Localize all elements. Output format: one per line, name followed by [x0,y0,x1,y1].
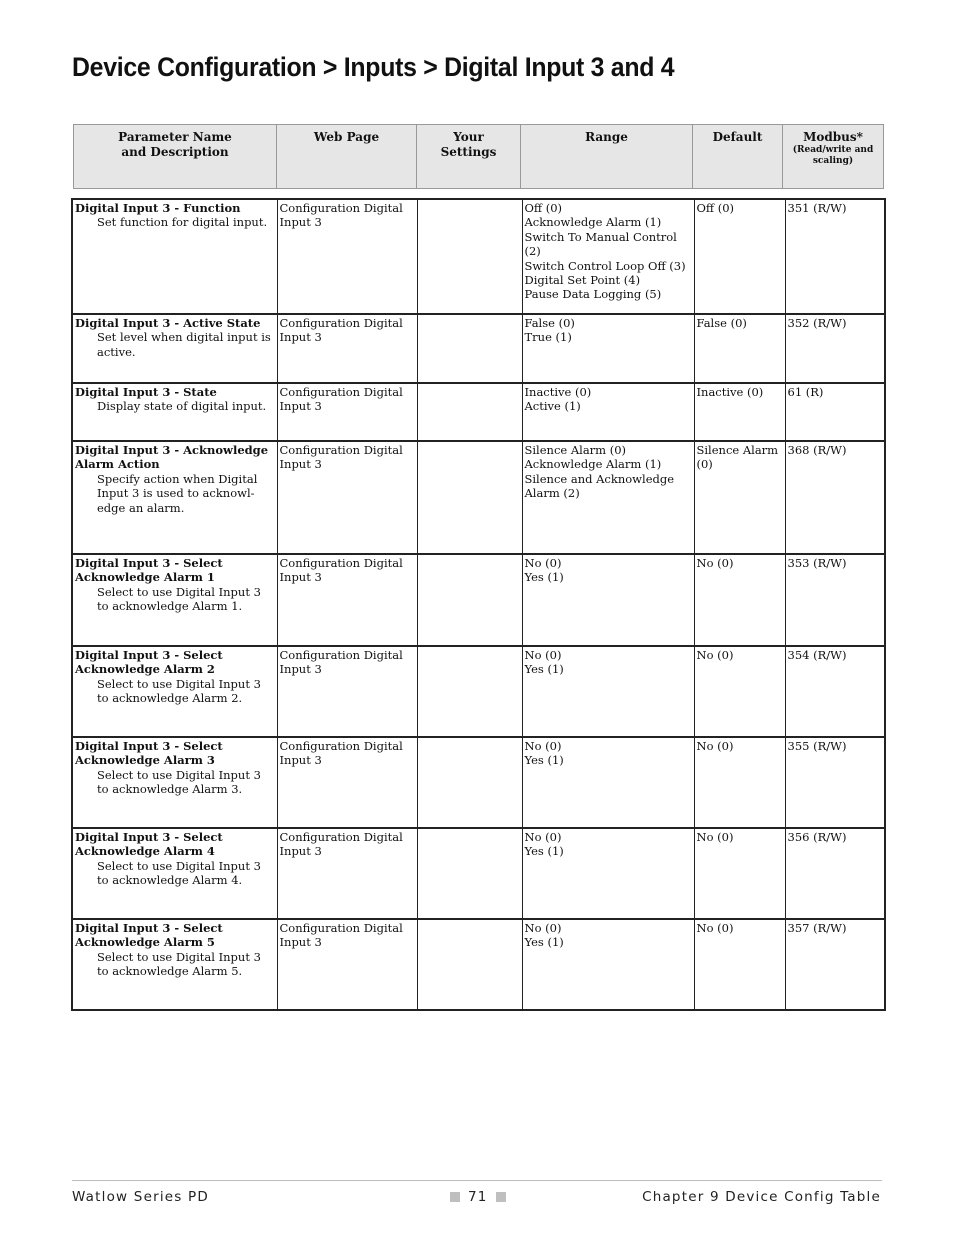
parameter-cell [72,737,277,828]
range-cell [522,737,694,828]
square-bullet-icon [450,1192,460,1202]
default-value: Inactive (0) [696,385,764,399]
range-option: Silence Alarm (0) [524,443,627,457]
web-page-text: Configuration Digital [279,556,403,570]
range-option: No (0) [524,556,562,570]
parameter-table [71,198,886,1011]
parameter-cell [72,554,277,646]
footer-page-number [450,1189,506,1205]
footer-divider [72,1180,882,1181]
range-option: Active (1) [524,399,581,414]
parameter-description: active. [97,344,136,359]
default-cell [694,646,785,737]
table-row [72,737,885,828]
parameter-cell [72,441,277,554]
parameter-name: Digital Input 3 - Acknowledge [75,443,269,457]
table-row [72,828,885,919]
your-settings-cell [417,737,522,828]
range-option: Inactive (0) [524,385,592,399]
footer-chapter: Chapter 9 Device Config Table [642,1189,881,1205]
modbus-register: 356 (R/W) [787,830,847,844]
parameter-name: Digital Input 3 - Select [75,830,223,844]
web-page-text: Configuration Digital [279,385,403,399]
web-page-text: Configuration Digital [279,316,403,330]
page-number: 71 [468,1189,488,1205]
parameter-name: Acknowledge Alarm 1 [75,570,215,585]
header-your-settings [417,125,521,189]
modbus-cell [785,554,885,646]
web-page-text: Configuration Digital [279,201,403,215]
default-value: No (0) [696,739,734,753]
range-cell [522,828,694,919]
parameter-description: to acknowledge Alarm 2. [97,691,243,706]
parameter-cell [72,383,277,441]
range-option: Off (0) [524,201,563,215]
modbus-register: 351 (R/W) [787,201,847,215]
web-page-text: Configuration Digital [279,921,403,935]
parameter-cell [72,828,277,919]
your-settings-cell [417,314,522,383]
table-row [72,441,885,554]
parameter-description: to acknowledge Alarm 3. [97,782,243,797]
header-modbus-label: Modbus* [803,130,863,144]
web-page-cell [277,383,417,441]
web-page-cell [277,737,417,828]
parameter-name: Acknowledge Alarm 3 [75,753,215,768]
web-page-text: Configuration Digital [279,830,403,844]
parameter-description: Select to use Digital Input 3 [97,767,261,782]
default-cell [694,737,785,828]
range-option: No (0) [524,921,562,935]
your-settings-cell [417,383,522,441]
web-page-text: Input 3 [279,844,322,859]
range-option: Acknowledge Alarm (1) [524,215,662,230]
modbus-cell [785,828,885,919]
range-cell [522,919,694,1010]
range-cell [522,314,694,383]
range-option: Yes (1) [524,935,564,950]
parameter-cell [72,314,277,383]
parameter-name: Digital Input 3 - Select [75,648,223,662]
modbus-register: 354 (R/W) [787,648,847,662]
parameter-description: Set level when digital input is [97,330,271,345]
range-option: Digital Set Point (4) [524,273,641,288]
range-option: Yes (1) [524,662,564,677]
range-cell [522,646,694,737]
default-value: No (0) [696,556,734,570]
range-option: No (0) [524,739,562,753]
default-cell [694,441,785,554]
parameter-name: Acknowledge Alarm 5 [75,935,215,950]
your-settings-cell [417,199,522,314]
table-row [72,383,885,441]
parameter-description: to acknowledge Alarm 5. [97,964,243,979]
footer-product: Watlow Series PD [72,1189,209,1205]
parameter-name: Acknowledge Alarm 4 [75,844,215,859]
header-parameter-line2: and Description [121,145,229,159]
header-modbus-sub2: scaling) [812,156,854,166]
parameter-name: Digital Input 3 - Select [75,921,223,935]
header-range-label: Range [585,130,628,144]
header-settings-line1: Your [453,130,484,144]
default-cell [694,828,785,919]
parameter-description: Input 3 is used to acknowl- [97,486,255,501]
modbus-cell [785,919,885,1010]
web-page-text: Input 3 [279,457,322,472]
web-page-cell [277,919,417,1010]
page-title: Device Configuration > Inputs > Digital Input 3 and 4 [72,52,675,82]
header-range [521,125,693,189]
web-page-text: Configuration Digital [279,739,403,753]
parameter-description: to acknowledge Alarm 4. [97,873,243,888]
header-web-page-label: Web Page [313,130,380,144]
modbus-register: 61 (R) [787,385,824,399]
modbus-register: 353 (R/W) [787,556,847,570]
your-settings-cell [417,554,522,646]
parameter-description: Display state of digital input. [97,399,267,414]
default-cell [694,199,785,314]
parameter-description: to acknowledge Alarm 1. [97,599,243,614]
parameter-cell [72,919,277,1010]
web-page-cell [277,199,417,314]
web-page-cell [277,554,417,646]
your-settings-cell [417,828,522,919]
range-option: Pause Data Logging (5) [524,287,662,302]
modbus-cell [785,199,885,314]
range-option: Yes (1) [524,753,564,768]
parameter-name: Digital Input 3 - Select [75,556,223,570]
web-page-cell [277,314,417,383]
parameter-description: Select to use Digital Input 3 [97,949,261,964]
table-row [72,646,885,737]
default-value: No (0) [696,830,734,844]
range-option: Switch To Manual Control (2) [524,229,677,259]
range-option: No (0) [524,648,562,662]
web-page-text: Input 3 [279,570,322,585]
range-option: Yes (1) [524,570,564,585]
table-row [72,554,885,646]
header-settings-line2: Settings [440,145,497,159]
parameter-description: Select to use Digital Input 3 [97,676,261,691]
range-cell [522,383,694,441]
table-row [72,919,885,1010]
parameter-name: Digital Input 3 - Active State [75,316,261,330]
modbus-register: 352 (R/W) [787,316,847,330]
parameter-name: Digital Input 3 - State [75,385,217,399]
parameter-name: Digital Input 3 - Select [75,739,223,753]
default-value: Off (0) [696,201,735,215]
web-page-text: Input 3 [279,935,322,950]
range-option: Yes (1) [524,844,564,859]
range-option: No (0) [524,830,562,844]
modbus-cell [785,441,885,554]
web-page-text: Input 3 [279,753,322,768]
parameter-description: Specify action when Digital [97,471,258,486]
parameter-cell [72,646,277,737]
web-page-cell [277,646,417,737]
default-value: No (0) [696,648,734,662]
default-cell [694,314,785,383]
range-cell [522,554,694,646]
range-option: Alarm (2) [524,486,580,501]
range-option: False (0) [524,316,575,330]
header-modbus-sub1: (Read/write and [792,145,874,155]
your-settings-cell [417,646,522,737]
web-page-text: Input 3 [279,215,322,230]
header-web-page [277,125,417,189]
your-settings-cell [417,441,522,554]
web-page-text: Input 3 [279,662,322,677]
modbus-register: 355 (R/W) [787,739,847,753]
range-option: Silence and Acknowledge [524,471,675,486]
parameter-description: Select to use Digital Input 3 [97,584,261,599]
header-parameter [74,125,277,189]
default-value: False (0) [696,316,747,330]
header-default-label: Default [712,130,763,144]
parameter-description: edge an alarm. [97,500,185,515]
header-parameter-line1: Parameter Name [118,130,232,144]
web-page-text: Input 3 [279,399,322,414]
web-page-cell [277,441,417,554]
table-row [72,314,885,383]
parameter-name: Acknowledge Alarm 2 [75,662,215,677]
modbus-cell [785,737,885,828]
range-cell [522,199,694,314]
range-option: True (1) [524,330,572,345]
modbus-cell [785,383,885,441]
web-page-text: Input 3 [279,330,322,345]
modbus-register: 368 (R/W) [787,443,847,457]
modbus-cell [785,646,885,737]
default-cell [694,919,785,1010]
parameter-description: Select to use Digital Input 3 [97,858,261,873]
default-cell [694,554,785,646]
range-cell [522,441,694,554]
default-value: Silence Alarm [696,443,779,457]
web-page-text: Configuration Digital [279,648,403,662]
modbus-cell [785,314,885,383]
default-cell [694,383,785,441]
default-value: (0) [696,457,713,472]
header-default [693,125,783,189]
parameter-cell [72,199,277,314]
square-bullet-icon [496,1192,506,1202]
default-value: No (0) [696,921,734,935]
web-page-cell [277,828,417,919]
header-modbus [783,125,884,189]
range-option: Switch Control Loop Off (3) [524,258,686,273]
parameter-name: Digital Input 3 - Function [75,201,241,215]
column-header-table [73,124,884,189]
table-row [72,199,885,314]
your-settings-cell [417,919,522,1010]
web-page-text: Configuration Digital [279,443,403,457]
parameter-description: Set function for digital input. [97,215,268,230]
parameter-name: Alarm Action [75,457,160,472]
range-option: Acknowledge Alarm (1) [524,457,662,472]
modbus-register: 357 (R/W) [787,921,847,935]
